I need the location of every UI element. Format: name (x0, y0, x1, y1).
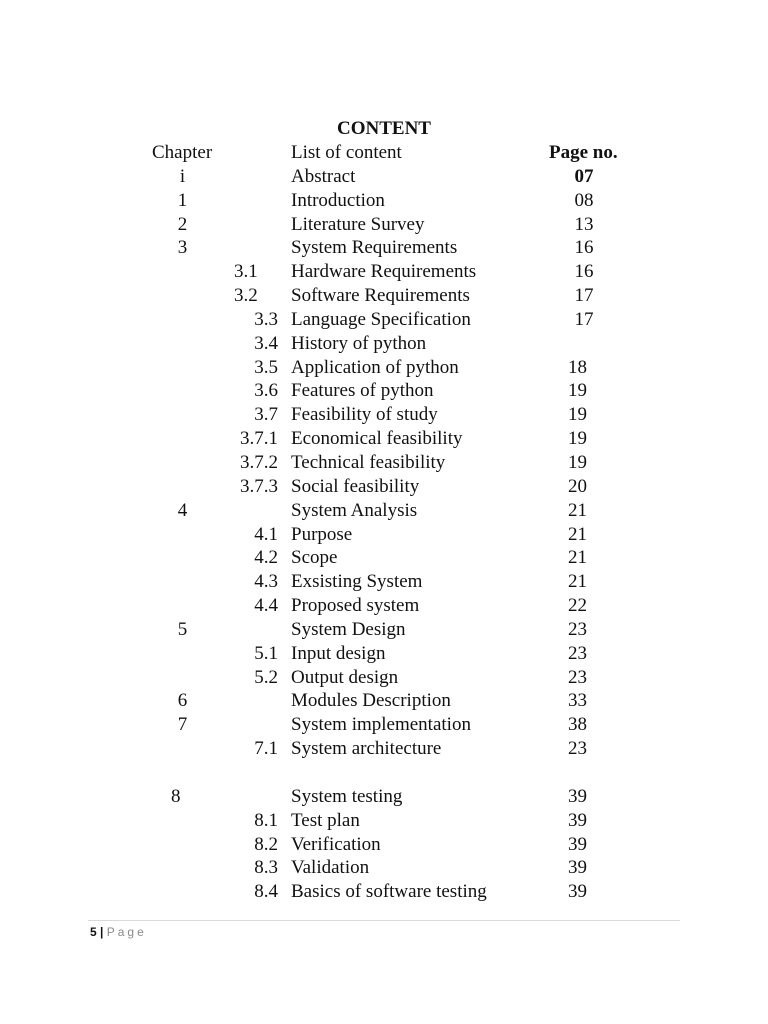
toc-row (0, 403, 768, 427)
toc-section: 4.3 (254, 571, 278, 593)
toc-row (0, 451, 768, 475)
toc-entry-name: System testing (291, 785, 403, 807)
toc-entry-name: Verification (291, 833, 381, 855)
toc-entry-name: System architecture (291, 738, 442, 760)
toc-section: 7.1 (254, 738, 278, 760)
toc-section: 4.2 (254, 547, 278, 569)
toc-row (0, 213, 768, 237)
table-of-contents (0, 141, 768, 904)
toc-section: 3.7.1 (240, 428, 278, 450)
toc-page: 17 (574, 308, 594, 330)
footer-divider (88, 920, 680, 921)
toc-row (0, 570, 768, 594)
toc-entry-name: Modules Description (291, 690, 451, 712)
toc-entry-name: Abstract (291, 165, 356, 187)
toc-section: 3.5 (254, 356, 278, 378)
toc-row (0, 260, 768, 284)
toc-chapter: 3 (177, 237, 188, 259)
toc-row (0, 165, 768, 189)
toc-chapter: 6 (177, 690, 188, 712)
toc-chapter: 2 (177, 213, 188, 235)
toc-page: 19 (568, 404, 587, 426)
toc-row (0, 713, 768, 737)
toc-page: 21 (568, 523, 587, 545)
toc-entry-name: Basics of software testing (291, 881, 487, 903)
toc-page: 16 (574, 237, 594, 259)
toc-row (0, 856, 768, 880)
toc-row (0, 737, 768, 761)
toc-row (0, 642, 768, 666)
toc-row (0, 833, 768, 857)
toc-row (0, 666, 768, 690)
toc-page: 22 (568, 595, 587, 617)
toc-page: 38 (568, 714, 587, 736)
toc-page: 16 (574, 261, 594, 283)
toc-section: 4.1 (254, 523, 278, 545)
toc-chapter: 7 (177, 714, 188, 736)
toc-chapter: 8 (171, 785, 181, 807)
toc-page: 19 (568, 428, 587, 450)
toc-section: 8.4 (254, 881, 278, 903)
toc-row (0, 475, 768, 499)
toc-section: 4.4 (254, 595, 278, 617)
toc-row (0, 308, 768, 332)
toc-page: 20 (568, 475, 587, 497)
toc-row (0, 427, 768, 451)
toc-entry-name: System Analysis (291, 499, 418, 521)
toc-entry-name: Output design (291, 666, 399, 688)
toc-page: 07 (574, 165, 594, 187)
toc-row (0, 618, 768, 642)
toc-section: 3.6 (254, 380, 278, 402)
toc-section: 8.2 (254, 833, 278, 855)
chapter-column-header: Chapter (152, 142, 213, 163)
toc-row (0, 332, 768, 356)
toc-entry-name: Application of python (291, 356, 459, 378)
toc-page: 33 (568, 690, 587, 712)
page-footer (90, 924, 147, 940)
toc-section: 5.1 (254, 642, 278, 664)
toc-section: 3.2 (234, 285, 258, 307)
toc-section: 5.2 (254, 666, 278, 688)
toc-entry-name: Validation (291, 857, 370, 879)
toc-page: 19 (568, 380, 587, 402)
toc-page: 18 (568, 356, 587, 378)
toc-row (0, 189, 768, 213)
toc-row (0, 284, 768, 308)
toc-entry-name: Features of python (291, 380, 434, 402)
toc-row (0, 594, 768, 618)
toc-entry-name: Introduction (291, 189, 385, 211)
toc-section: 8.3 (254, 857, 278, 879)
toc-page: 39 (568, 833, 587, 855)
toc-page: 23 (568, 618, 587, 640)
toc-entry-name: Scope (291, 547, 338, 569)
toc-entry-name: Hardware Requirements (291, 261, 477, 283)
footer-separator: | (100, 925, 104, 939)
toc-entry-name: System Requirements (291, 237, 458, 259)
toc-row (0, 499, 768, 523)
toc-row (0, 689, 768, 713)
toc-page: 23 (568, 666, 587, 688)
toc-page: 39 (568, 809, 587, 831)
toc-row (0, 546, 768, 570)
toc-page: 23 (568, 738, 587, 760)
toc-row (0, 523, 768, 547)
toc-page: 13 (574, 213, 594, 235)
toc-chapter: 1 (177, 189, 188, 211)
toc-entry-name: Purpose (291, 523, 353, 545)
toc-section: 3.3 (254, 308, 278, 330)
toc-entry-name: Language Specification (291, 308, 471, 330)
content-column-header: List of content (291, 142, 402, 163)
toc-page: 21 (568, 499, 587, 521)
toc-section: 8.1 (254, 809, 278, 831)
toc-page: 39 (568, 881, 587, 903)
toc-page: 39 (568, 857, 587, 879)
blank-line (0, 761, 768, 785)
toc-row (0, 356, 768, 380)
toc-chapter: 4 (177, 499, 188, 521)
toc-row (0, 809, 768, 833)
toc-entry-name: Social feasibility (291, 475, 420, 497)
toc-page: 19 (568, 451, 587, 473)
toc-section: 3.4 (254, 332, 278, 354)
page-column-header: Page no. (549, 142, 618, 163)
toc-page: 23 (568, 642, 587, 664)
toc-entry-name: History of python (291, 332, 427, 354)
toc-section: 3.7.3 (240, 475, 278, 497)
page-label: Page (106, 925, 147, 939)
toc-entry-name: System implementation (291, 714, 471, 736)
toc-page: 39 (568, 785, 587, 807)
page-number: 5 (90, 925, 97, 939)
page-title: CONTENT (337, 118, 431, 139)
toc-entry-name: System Design (291, 618, 406, 640)
toc-row (0, 785, 768, 809)
toc-entry-name: Software Requirements (291, 285, 470, 307)
toc-entry-name: Technical feasibility (291, 451, 446, 473)
toc-chapter: i (179, 165, 186, 187)
toc-entry-name: Literature Survey (291, 213, 425, 235)
toc-entry-name: Exsisting System (291, 571, 423, 593)
toc-page: 21 (568, 547, 587, 569)
toc-row (0, 236, 768, 260)
toc-section: 3.1 (234, 261, 258, 283)
toc-entry-name: Proposed system (291, 595, 420, 617)
toc-row (0, 379, 768, 403)
toc-entry-name: Input design (291, 642, 386, 664)
toc-row (0, 880, 768, 904)
toc-entry-name: Feasibility of study (291, 404, 438, 426)
toc-section: 3.7.2 (240, 451, 278, 473)
toc-entry-name: Economical feasibility (291, 428, 463, 450)
toc-page: 08 (574, 189, 594, 211)
toc-header-row (0, 141, 768, 165)
toc-chapter: 5 (177, 618, 188, 640)
toc-section: 3.7 (254, 404, 278, 426)
toc-page: 17 (574, 285, 594, 307)
toc-page: 21 (568, 571, 587, 593)
toc-entry-name: Test plan (291, 809, 360, 831)
